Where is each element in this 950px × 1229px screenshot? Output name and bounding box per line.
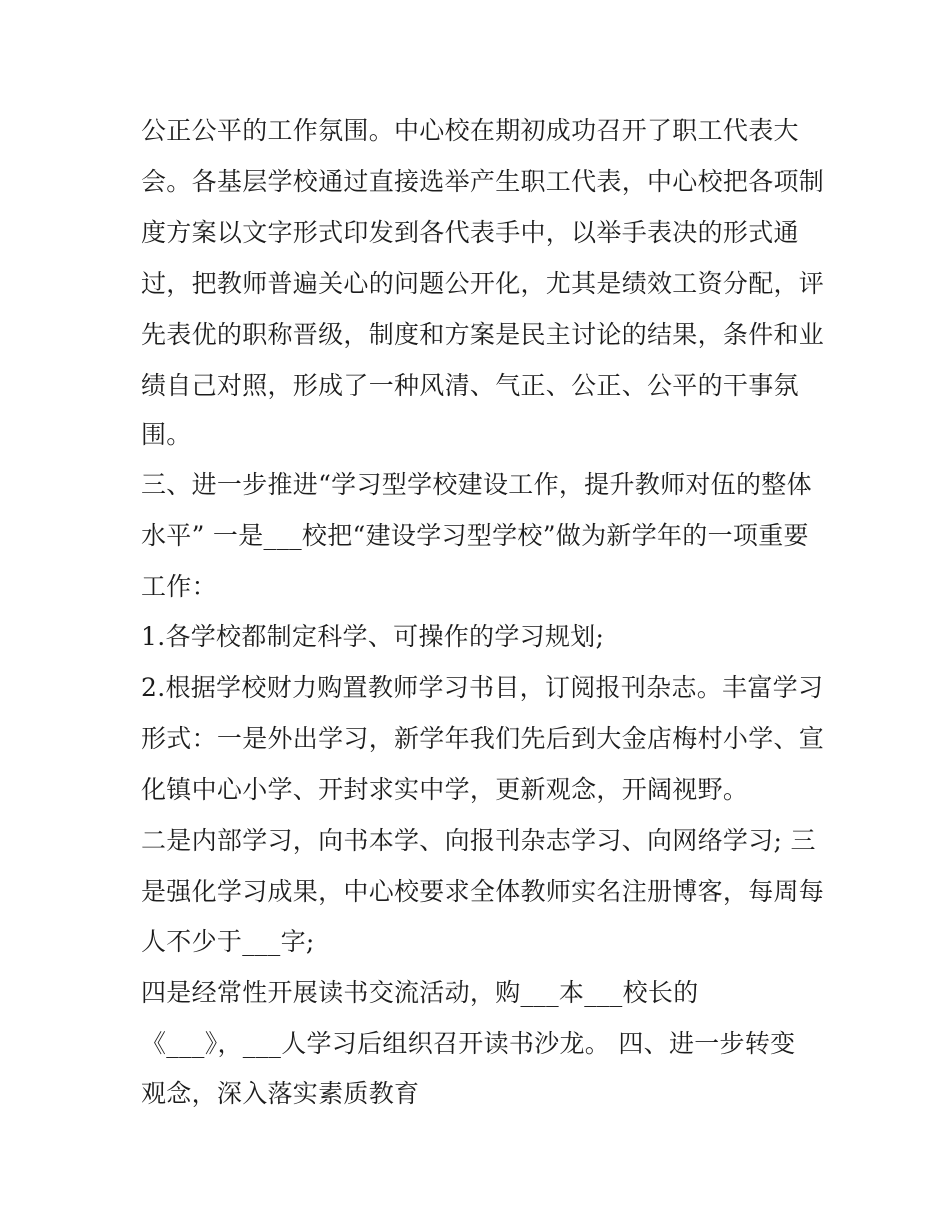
paragraph-line: 工作： (141, 572, 217, 601)
paragraph-line: 会。各基层学校通过直接选举产生职工代表，中心校把各项制 (141, 167, 825, 196)
paragraph-line: 水平” 一是___校把“建设学习型学校”做为新学年的一项重要 (141, 521, 809, 550)
paragraph-line: 二是内部学习，向书本学、向报刊杂志学习、向网络学习; 三 (141, 826, 816, 855)
paragraph-line: 观念，深入落实素质教育 (141, 1079, 420, 1108)
paragraph-line: 形式：一是外出学习，新学年我们先后到大金店梅村小学、宣 (141, 724, 825, 753)
list-item-1: 1.各学校都制定科学、可操作的学习规划; (141, 622, 605, 651)
list-item-2: 2.根据学校财力购置教师学习书目，订阅报刊杂志。丰富学习 (141, 673, 824, 702)
paragraph-line: 过，把教师普遍关心的问题公开化，尤其是绩效工资分配，评 (141, 269, 825, 298)
paragraph-line: 绩自己对照，形成了一种风清、气正、公正、公平的干事氛 (141, 371, 799, 400)
paragraph-line: 《___》，___人学习后组织召开读书沙龙。 四、进一步转变 (141, 1029, 796, 1058)
paragraph-line: 度方案以文字形式印发到各代表手中，以举手表决的形式通 (141, 218, 799, 247)
paragraph-line: 人不少于___字; (141, 927, 315, 956)
paragraph-line: 围。 (141, 420, 192, 449)
paragraph-line: 化镇中心小学、开封求实中学，更新观念，开阔视野。 (141, 775, 749, 804)
paragraph-line: 先表优的职称晋级，制度和方案是民主讨论的结果，条件和业 (141, 320, 825, 349)
paragraph-line: 四是经常性开展读书交流活动，购___本___校长的 (141, 978, 699, 1007)
paragraph-line: 公正公平的工作氛围。中心校在期初成功召开了职工代表大 (141, 116, 799, 145)
paragraph-line: 是强化学习成果，中心校要求全体教师实名注册博客，每周每 (141, 877, 825, 906)
section-heading-line: 三、进一步推进“学习型学校建设工作，提升教师对伍的整体 (141, 470, 812, 499)
